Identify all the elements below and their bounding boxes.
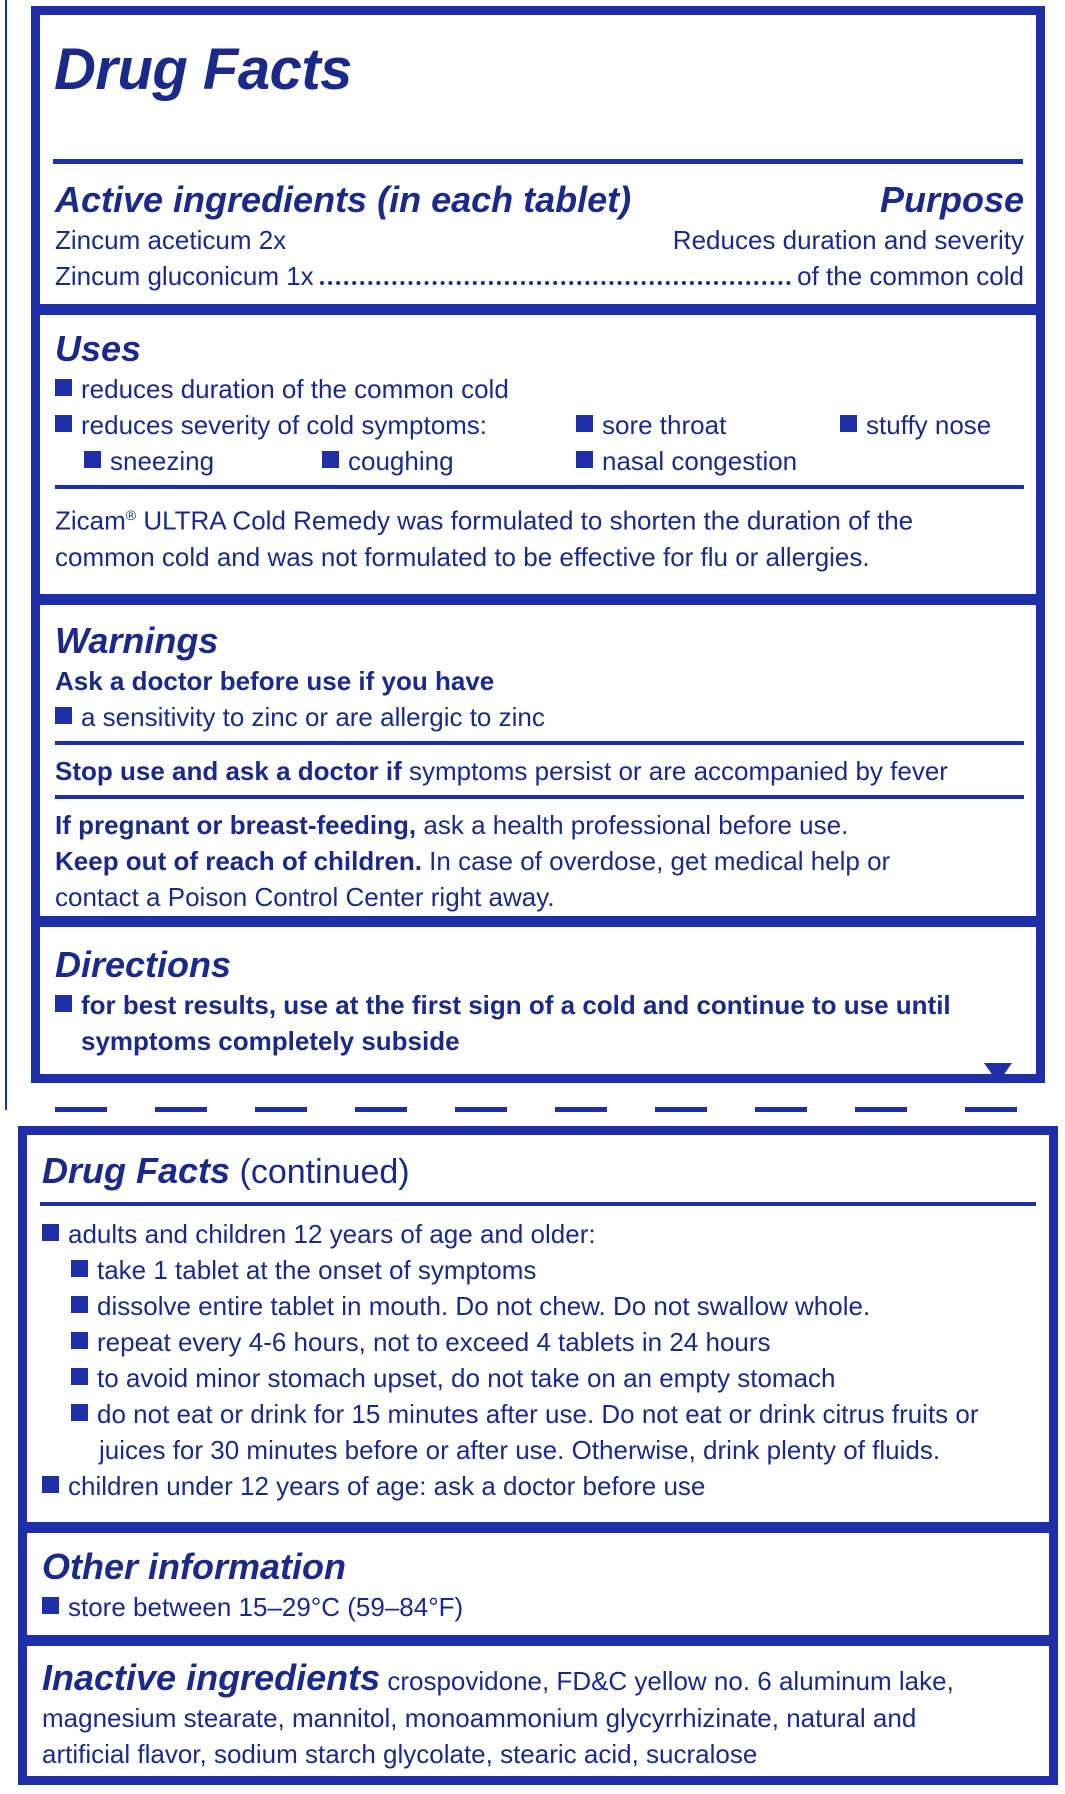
step-5-line2: juices for 30 minutes before or after use. Otherwise, drink plenty of fluids. [99, 1435, 941, 1465]
title-section [40, 35, 1036, 145]
directions-heading: Directions [55, 944, 232, 985]
bullet-square-icon [55, 995, 72, 1012]
bullet-square-icon [71, 1332, 88, 1349]
list-item: children under 12 years of age: ask a doctor before use [42, 1468, 1037, 1504]
inactive-ingredients-heading: Inactive ingredients [42, 1657, 381, 1698]
uses-section [40, 315, 1036, 594]
active-ingredients-heading: Active ingredients (in each tablet) [55, 179, 632, 220]
page-title: Drug Facts [54, 37, 352, 102]
list-item: adults and children 12 years of age and older: [42, 1216, 1037, 1252]
list-item: to avoid minor stomach upset, do not take on an empty stomach [42, 1360, 1037, 1396]
bullet-square-icon [71, 1260, 88, 1277]
section-divider [40, 916, 1036, 927]
bullet-square-icon [42, 1597, 59, 1614]
bullet-square-icon [42, 1224, 59, 1241]
list-item: take 1 tablet at the onset of symptoms [42, 1252, 1037, 1288]
bullet-square-icon [71, 1296, 88, 1313]
list-item: store between 15–29°C (59–84°F) [42, 1589, 1037, 1625]
warnings-heading: Warnings [55, 620, 219, 661]
keep-out-text-line2: contact a Poison Control Center right away. [55, 882, 555, 912]
list-item: a sensitivity to zinc or are allergic to zinc [55, 699, 1024, 735]
warnings-section [40, 605, 1036, 916]
list-item: for best results, use at the first sign of a cold and continue to use until [55, 987, 1024, 1023]
uses-note-line2: common cold and was not formulated to be effective for flu or allergies. [55, 541, 870, 572]
keep-out-text: Keep out of reach of children. In case of overdose, get medical help or [55, 846, 891, 876]
bullet-square-icon [576, 451, 593, 468]
bullet-square-icon [576, 415, 593, 432]
bullet-square-icon [55, 707, 72, 724]
list-item: sneezing coughing nasal congestion [55, 443, 1024, 479]
purpose-2: of the common cold [797, 261, 1024, 291]
ask-doctor-heading: Ask a doctor before use if you have [55, 666, 495, 696]
bullet-square-icon [840, 415, 857, 432]
bullet-square-icon [322, 451, 339, 468]
bullet-square-icon [71, 1368, 88, 1385]
thin-divider [55, 485, 1024, 489]
other-information-heading: Other information [42, 1546, 346, 1587]
list-item: do not eat or drink for 15 minutes after use. Do not eat or drink citrus fruits or [42, 1396, 1037, 1432]
bullet-square-icon [71, 1404, 88, 1421]
section-divider [40, 594, 1036, 605]
bullet-square-icon [55, 415, 72, 432]
directions-continued-section [27, 1206, 1049, 1522]
thin-divider [55, 741, 1024, 745]
left-edge-line [5, 0, 7, 1110]
directions-line2: symptoms completely subside [81, 1026, 460, 1056]
continued-title-section [27, 1135, 1049, 1202]
other-information-section [27, 1533, 1049, 1635]
ingredient-1: Zincum aceticum 2x [55, 225, 287, 255]
thin-divider [55, 795, 1024, 799]
dot-leader [320, 258, 791, 285]
active-ingredients-section [40, 164, 1036, 304]
continued-title: Drug Facts [42, 1150, 231, 1191]
dashed-separator [55, 1107, 1045, 1113]
uses-heading: Uses [55, 328, 142, 369]
stop-use-text: Stop use and ask a doctor if symptoms persist or are accompanied by fever [55, 756, 948, 786]
list-item: dissolve entire tablet in mouth. Do not chew. Do not swallow whole. [42, 1288, 1037, 1324]
section-divider [40, 304, 1036, 315]
inactive-line2: magnesium stearate, mannitol, monoammonium glycyrrhizinate, natural and [42, 1703, 917, 1733]
continued-subtitle: (continued) [230, 1153, 410, 1191]
section-divider [27, 1635, 1049, 1646]
bullet-square-icon [55, 379, 72, 396]
drug-facts-continued-panel [18, 1126, 1058, 1785]
section-divider [27, 1522, 1049, 1533]
inactive-line3: artificial flavor, sodium starch glycolate, stearic acid, sucralose [42, 1739, 758, 1769]
continued-arrow-icon [984, 1063, 1012, 1083]
purpose-1: Reduces duration and severity [672, 225, 1024, 255]
list-item: reduces severity of cold symptoms: sore throat stuffy nose [55, 407, 1024, 443]
inactive-line1: crospovidone, FD&C yellow no. 6 aluminum lake, [380, 1666, 954, 1696]
drug-facts-panel [31, 6, 1045, 1083]
uses-note: Zicam® ULTRA Cold Remedy was formulated to shorten the duration of the [55, 505, 914, 536]
purpose-heading: Purpose [879, 179, 1024, 220]
pregnancy-text: If pregnant or breast-feeding, ask a health professional before use. [55, 810, 849, 840]
directions-section [40, 927, 1036, 1097]
inactive-ingredients-section [27, 1646, 1049, 1776]
ingredient-2: Zincum gluconicum 1x [55, 261, 314, 291]
bullet-square-icon [42, 1476, 59, 1493]
list-item: repeat every 4-6 hours, not to exceed 4 tablets in 24 hours [42, 1324, 1037, 1360]
list-item: reduces duration of the common cold [55, 371, 1024, 407]
bullet-square-icon [84, 451, 101, 468]
